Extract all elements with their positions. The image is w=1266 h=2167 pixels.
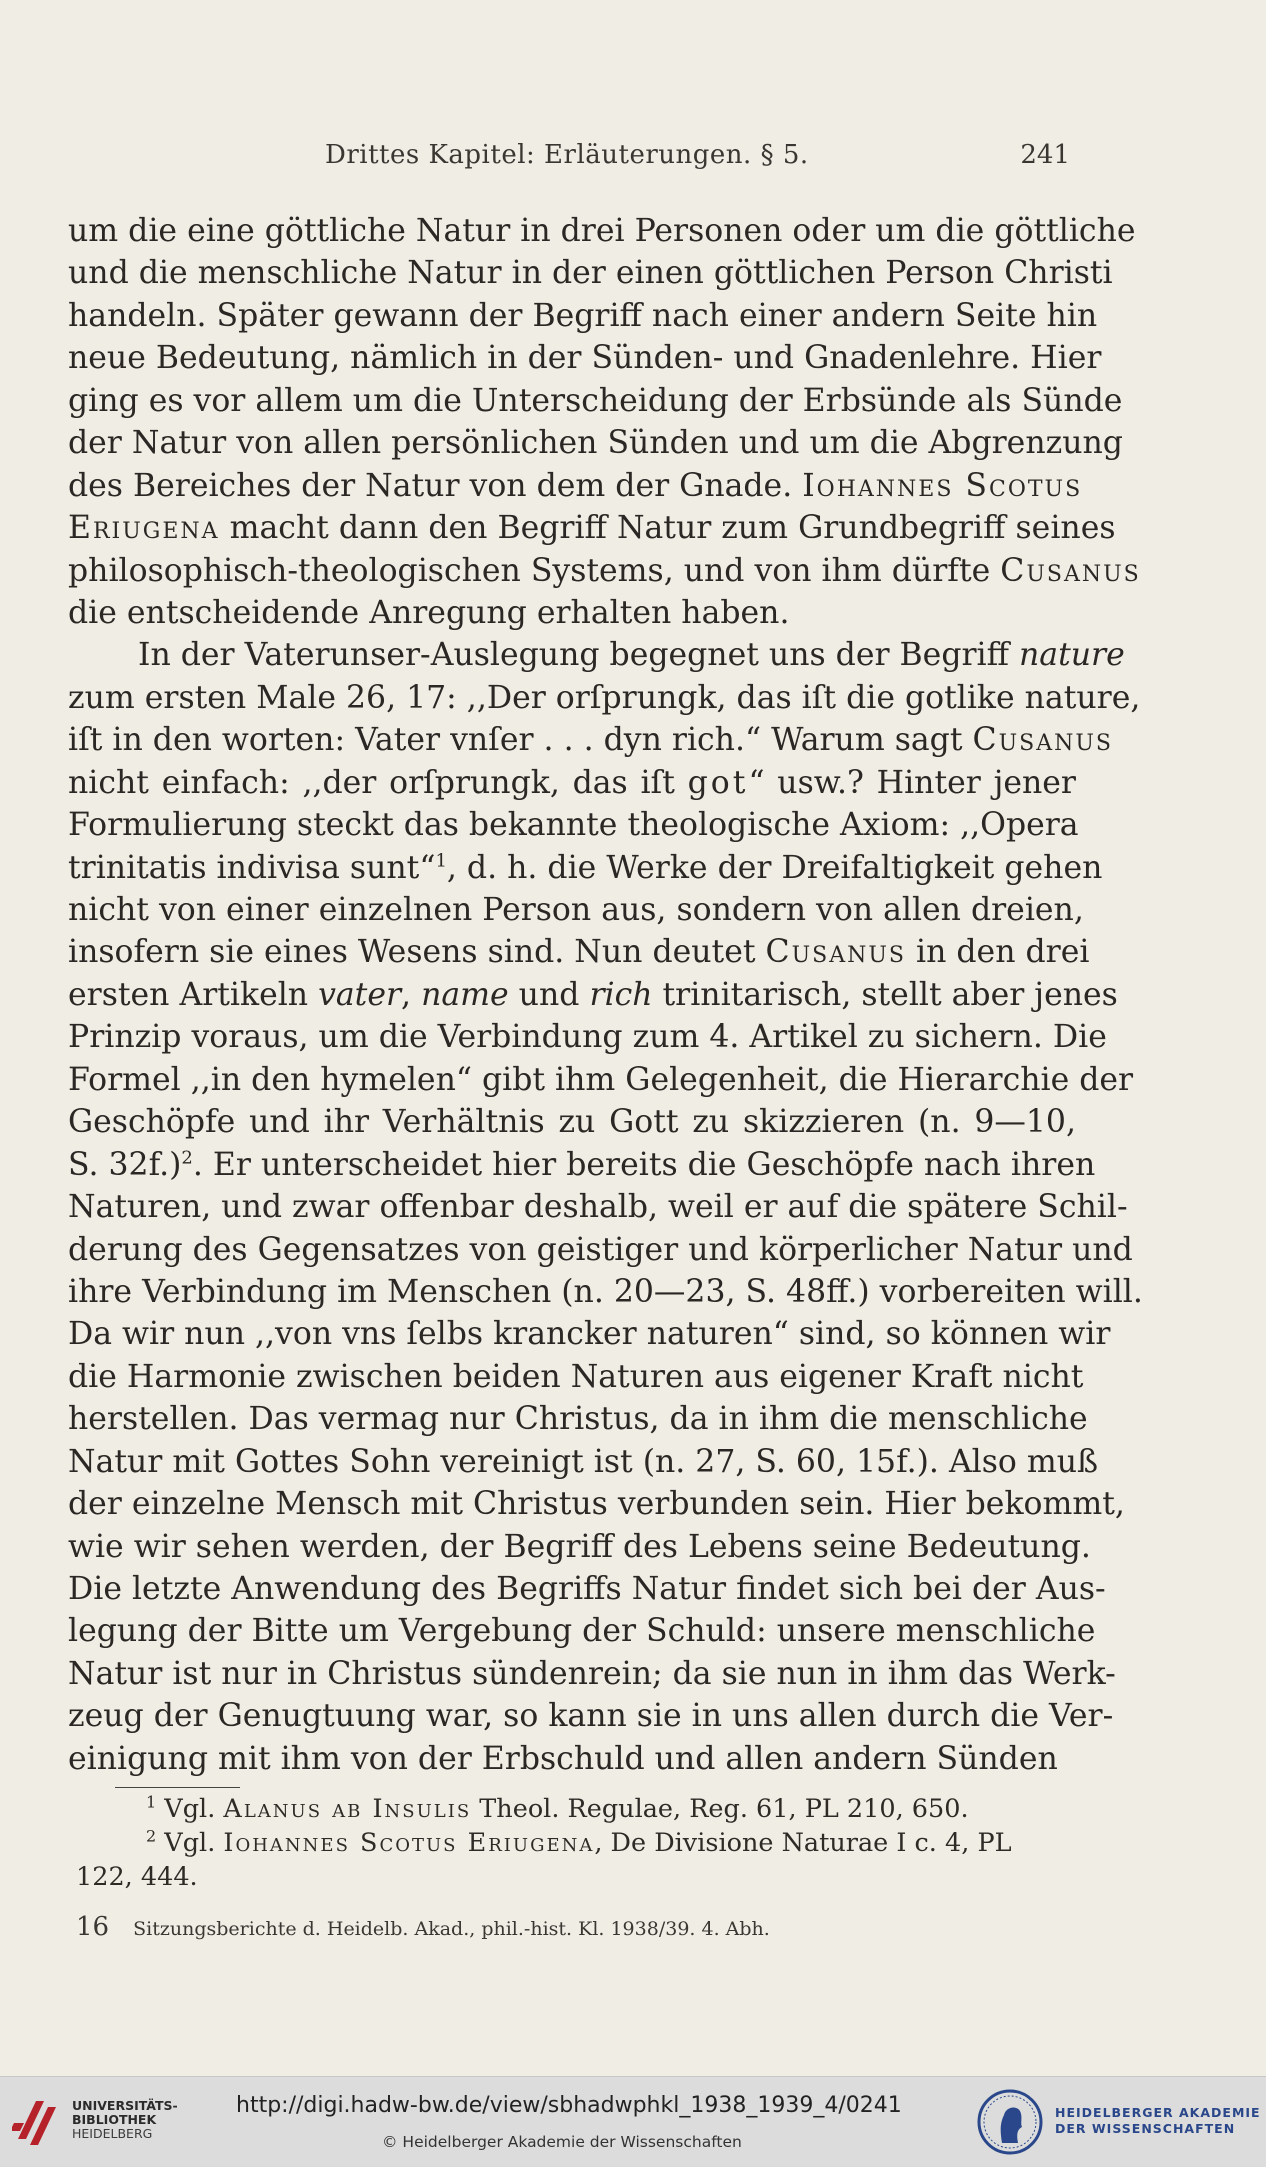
styled-text: rich xyxy=(589,976,653,1013)
text-line xyxy=(68,1313,1111,1355)
text-run: Geschöpfe und ihr Verhältnis zu Gott zu skizzieren (n. 9—10, xyxy=(68,1104,1076,1141)
permalink-url[interactable]: http://digi.hadw-bw.de/view/sbhadwphkl_1938_1939_4/0241 xyxy=(236,2093,902,2118)
text-run: derung des Gegensatzes von geistiger und körperlicher Natur und xyxy=(68,1231,1133,1268)
text-run: trinitatis indivisa sunt“ xyxy=(68,849,436,886)
text-line xyxy=(68,252,1113,294)
text-line xyxy=(68,804,1079,846)
text-line xyxy=(68,1229,1133,1271)
text-run: 122, 444. xyxy=(76,1862,198,1892)
footnote-ref: 1 xyxy=(435,850,447,872)
text-line xyxy=(68,1483,1125,1525)
copyright-notice: © Heidelberger Akademie der Wissenschaften xyxy=(382,2133,742,2151)
text-run: zum ersten Male 26, 17: ,,Der orſprungk, das iſt die gotlike nature, xyxy=(68,679,1141,716)
text-run: nicht von einer einzelnen Person aus, sondern von allen dreien, xyxy=(68,892,1084,928)
text-run: die Harmonie zwischen beiden Naturen aus eigener Kraft nicht xyxy=(68,1358,1084,1395)
styled-text: Iohannes Scotus Eriugena xyxy=(223,1828,595,1858)
text-run: Vgl. xyxy=(156,1794,224,1824)
text-run: um die eine göttliche Natur in drei Personen oder um die göttliche xyxy=(68,213,1136,249)
styled-text: Eriugena xyxy=(68,510,220,547)
running-head xyxy=(70,134,1070,174)
university-library-name xyxy=(72,2099,178,2141)
footnote-ref: 1 xyxy=(146,1792,157,1812)
page-number: 241 xyxy=(1020,140,1070,170)
text-run: Formel ,,in den hymelen“ gibt ihm Gelegenheit, die Hierarchie der xyxy=(68,1061,1134,1098)
text-run: der einzelne Mensch mit Christus verbunden sein. Hier bekommt, xyxy=(68,1486,1125,1523)
text-line xyxy=(68,1271,1143,1313)
academy-name xyxy=(1055,2105,1261,2137)
text-line xyxy=(68,1016,1107,1058)
footnote-ref: 2 xyxy=(181,1147,193,1169)
text-run: ersten Artikeln xyxy=(68,976,319,1013)
text-run: Prinzip voraus, um die Verbindung zum 4. Artikel zu sichern. Die xyxy=(68,1019,1107,1056)
footnotes xyxy=(76,1792,1076,1894)
text-line xyxy=(68,1059,1134,1101)
footnote-line xyxy=(76,1826,1076,1860)
text-line xyxy=(68,931,1090,973)
styled-text: Cusanus xyxy=(765,934,906,971)
university-library-logo-icon[interactable] xyxy=(12,2093,62,2151)
styled-text: vater xyxy=(318,976,402,1013)
text-run: wie wir sehen werden, der Begriff des Lebens seine Bedeutung. xyxy=(68,1528,1091,1565)
text-run: der Natur von allen persönlichen Sünden und um die Abgrenzung xyxy=(68,425,1123,462)
text-run: und die menschliche Natur in der einen göttlichen Person Christi xyxy=(68,255,1113,292)
text-run: , De Divisione Naturae I c. 4, PL xyxy=(594,1828,1012,1858)
text-run: Natur mit Gottes Sohn vereinigt ist (n. 27, S. 60, 15f.). Also muß xyxy=(68,1443,1099,1480)
text-run: “ usw.? Hinter jener xyxy=(748,764,1076,801)
text-run: einigung mit ihm von der Erbschuld und allen andern Sünden xyxy=(68,1740,1058,1777)
text-line xyxy=(68,719,1113,761)
page-footer xyxy=(76,1912,1076,1942)
library-line-1: UNIVERSITÄTS- xyxy=(72,2098,178,2113)
text-run: neue Bedeutung, nämlich in der Sünden- und Gnadenlehre. Hier xyxy=(68,340,1102,377)
journal-citation: Sitzungsberichte d. Heidelb. Akad., phil.-hist. Kl. 1938/39. 4. Abh. xyxy=(133,1918,770,1940)
text-run: , xyxy=(401,976,422,1013)
styled-text: Cusanus xyxy=(972,722,1113,759)
text-run: philosophisch-theologischen Systems, und von ihm dürfte xyxy=(68,552,1001,589)
text-line xyxy=(68,550,1141,592)
text-run: zeug der Genugtuung war, so kann sie in uns allen durch die Ver- xyxy=(68,1698,1114,1735)
footnote-rule xyxy=(115,1787,240,1788)
text-line xyxy=(68,210,1136,252)
text-run: . Er unterscheidet hier bereits die Geschöpfe nach ihren xyxy=(192,1146,1096,1183)
text-line xyxy=(68,974,1118,1016)
library-line-2: BIBLIOTHEK xyxy=(72,2112,157,2127)
styled-text: Cusanus xyxy=(1000,552,1141,589)
running-head-title: Drittes Kapitel: Erläuterungen. § 5. xyxy=(325,140,809,170)
text-line xyxy=(68,1398,1088,1440)
text-run: insofern sie eines Wesens sind. Nun deutet xyxy=(68,934,766,971)
body-text xyxy=(68,210,1143,1780)
text-run: Natur ist nur in Christus sündenrein; da sie nun in ihm das Werk- xyxy=(68,1655,1116,1692)
text-line xyxy=(68,1695,1114,1737)
text-run: Theol. Regulae, Reg. 61, PL 210, 650. xyxy=(471,1794,969,1824)
text-run: die entscheidende Anregung erhalten haben. xyxy=(68,594,790,631)
text-run: und xyxy=(508,976,590,1013)
footnote-line xyxy=(76,1792,1076,1826)
text-line xyxy=(68,1738,1076,1780)
footnote-line xyxy=(76,1860,1076,1894)
text-line xyxy=(68,1101,1076,1143)
text-line xyxy=(68,677,1141,719)
text-line xyxy=(68,337,1102,379)
text-line xyxy=(68,1356,1084,1398)
text-run: trinitarisch, stellt aber jenes xyxy=(652,976,1118,1013)
library-line-3: HEIDELBERG xyxy=(72,2126,153,2141)
footnote-ref: 2 xyxy=(146,1826,157,1846)
text-line xyxy=(68,762,1076,804)
text-line xyxy=(68,1610,1096,1652)
text-run: in den drei xyxy=(906,934,1090,971)
text-run: legung der Bitte um Vergebung der Schuld: unsere menschliche xyxy=(68,1613,1096,1650)
academy-line-1: HEIDELBERGER AKADEMIE xyxy=(1055,2105,1261,2120)
text-line xyxy=(68,507,1116,549)
styled-text: nature xyxy=(1019,637,1125,674)
text-run: nicht einfach: ,,der orſprungk, das iſt xyxy=(68,764,688,801)
text-line xyxy=(68,422,1123,464)
text-run: In der Vaterunser-Auslegung begegnet uns der Begriff xyxy=(138,637,1020,674)
signature-mark: 16 xyxy=(76,1912,110,1942)
text-run: des Bereiches der Natur von dem der Gnade. xyxy=(68,467,803,504)
academy-line-2: DER WISSENSCHAFTEN xyxy=(1055,2121,1236,2136)
text-line xyxy=(68,1186,1128,1228)
styled-text: Iohannes Scotus xyxy=(802,467,1083,504)
text-line xyxy=(68,465,1083,507)
digital-library-banner xyxy=(0,2076,1266,2167)
academy-portrait-logo-icon[interactable] xyxy=(976,2087,1044,2157)
styled-text: name xyxy=(421,976,509,1013)
text-run: Formulierung steckt das bekannte theologische Axiom: ,,Opera xyxy=(68,807,1079,844)
text-run: S. 32f.) xyxy=(68,1146,182,1183)
styled-text: got xyxy=(687,764,749,801)
text-run: ging es vor allem um die Unterscheidung der Erbsünde als Sünde xyxy=(68,382,1123,419)
text-run: herstellen. Das vermag nur Christus, da in ihm die menschliche xyxy=(68,1401,1088,1438)
text-line xyxy=(68,889,1084,931)
text-line xyxy=(68,847,1103,889)
text-line xyxy=(68,295,1098,337)
text-run: Naturen, und zwar offenbar deshalb, weil er auf die spätere Schil- xyxy=(68,1189,1128,1226)
text-line xyxy=(68,634,1125,676)
text-line xyxy=(68,1526,1091,1568)
text-line xyxy=(68,592,1076,634)
text-line xyxy=(68,1441,1099,1483)
text-run: Die letzte Anwendung des Begriffs Natur findet sich bei der Aus- xyxy=(68,1571,1106,1607)
text-line xyxy=(68,1144,1096,1186)
text-run: Da wir nun ,,von vns ſelbs krancker naturen“ sind, so können wir xyxy=(68,1316,1111,1353)
text-run: ihre Verbindung im Menschen (n. 20—23, S. 48ff.) vorbereiten will. xyxy=(68,1273,1143,1310)
text-run: , d. h. die Werke der Dreifaltigkeit gehen xyxy=(446,849,1103,886)
text-line xyxy=(68,380,1123,422)
text-run: iſt in den worten: Vater vnſer . . . dyn rich.“ Warum sagt xyxy=(68,722,973,759)
styled-text: Alanus ab Insulis xyxy=(223,1794,472,1824)
text-run: Vgl. xyxy=(156,1828,224,1858)
text-run: handeln. Später gewann der Begriff nach einer andern Seite hin xyxy=(68,297,1098,334)
text-line xyxy=(68,1653,1116,1695)
text-run: macht dann den Begriff Natur zum Grundbegriff seines xyxy=(219,510,1116,547)
text-line xyxy=(68,1568,1106,1610)
